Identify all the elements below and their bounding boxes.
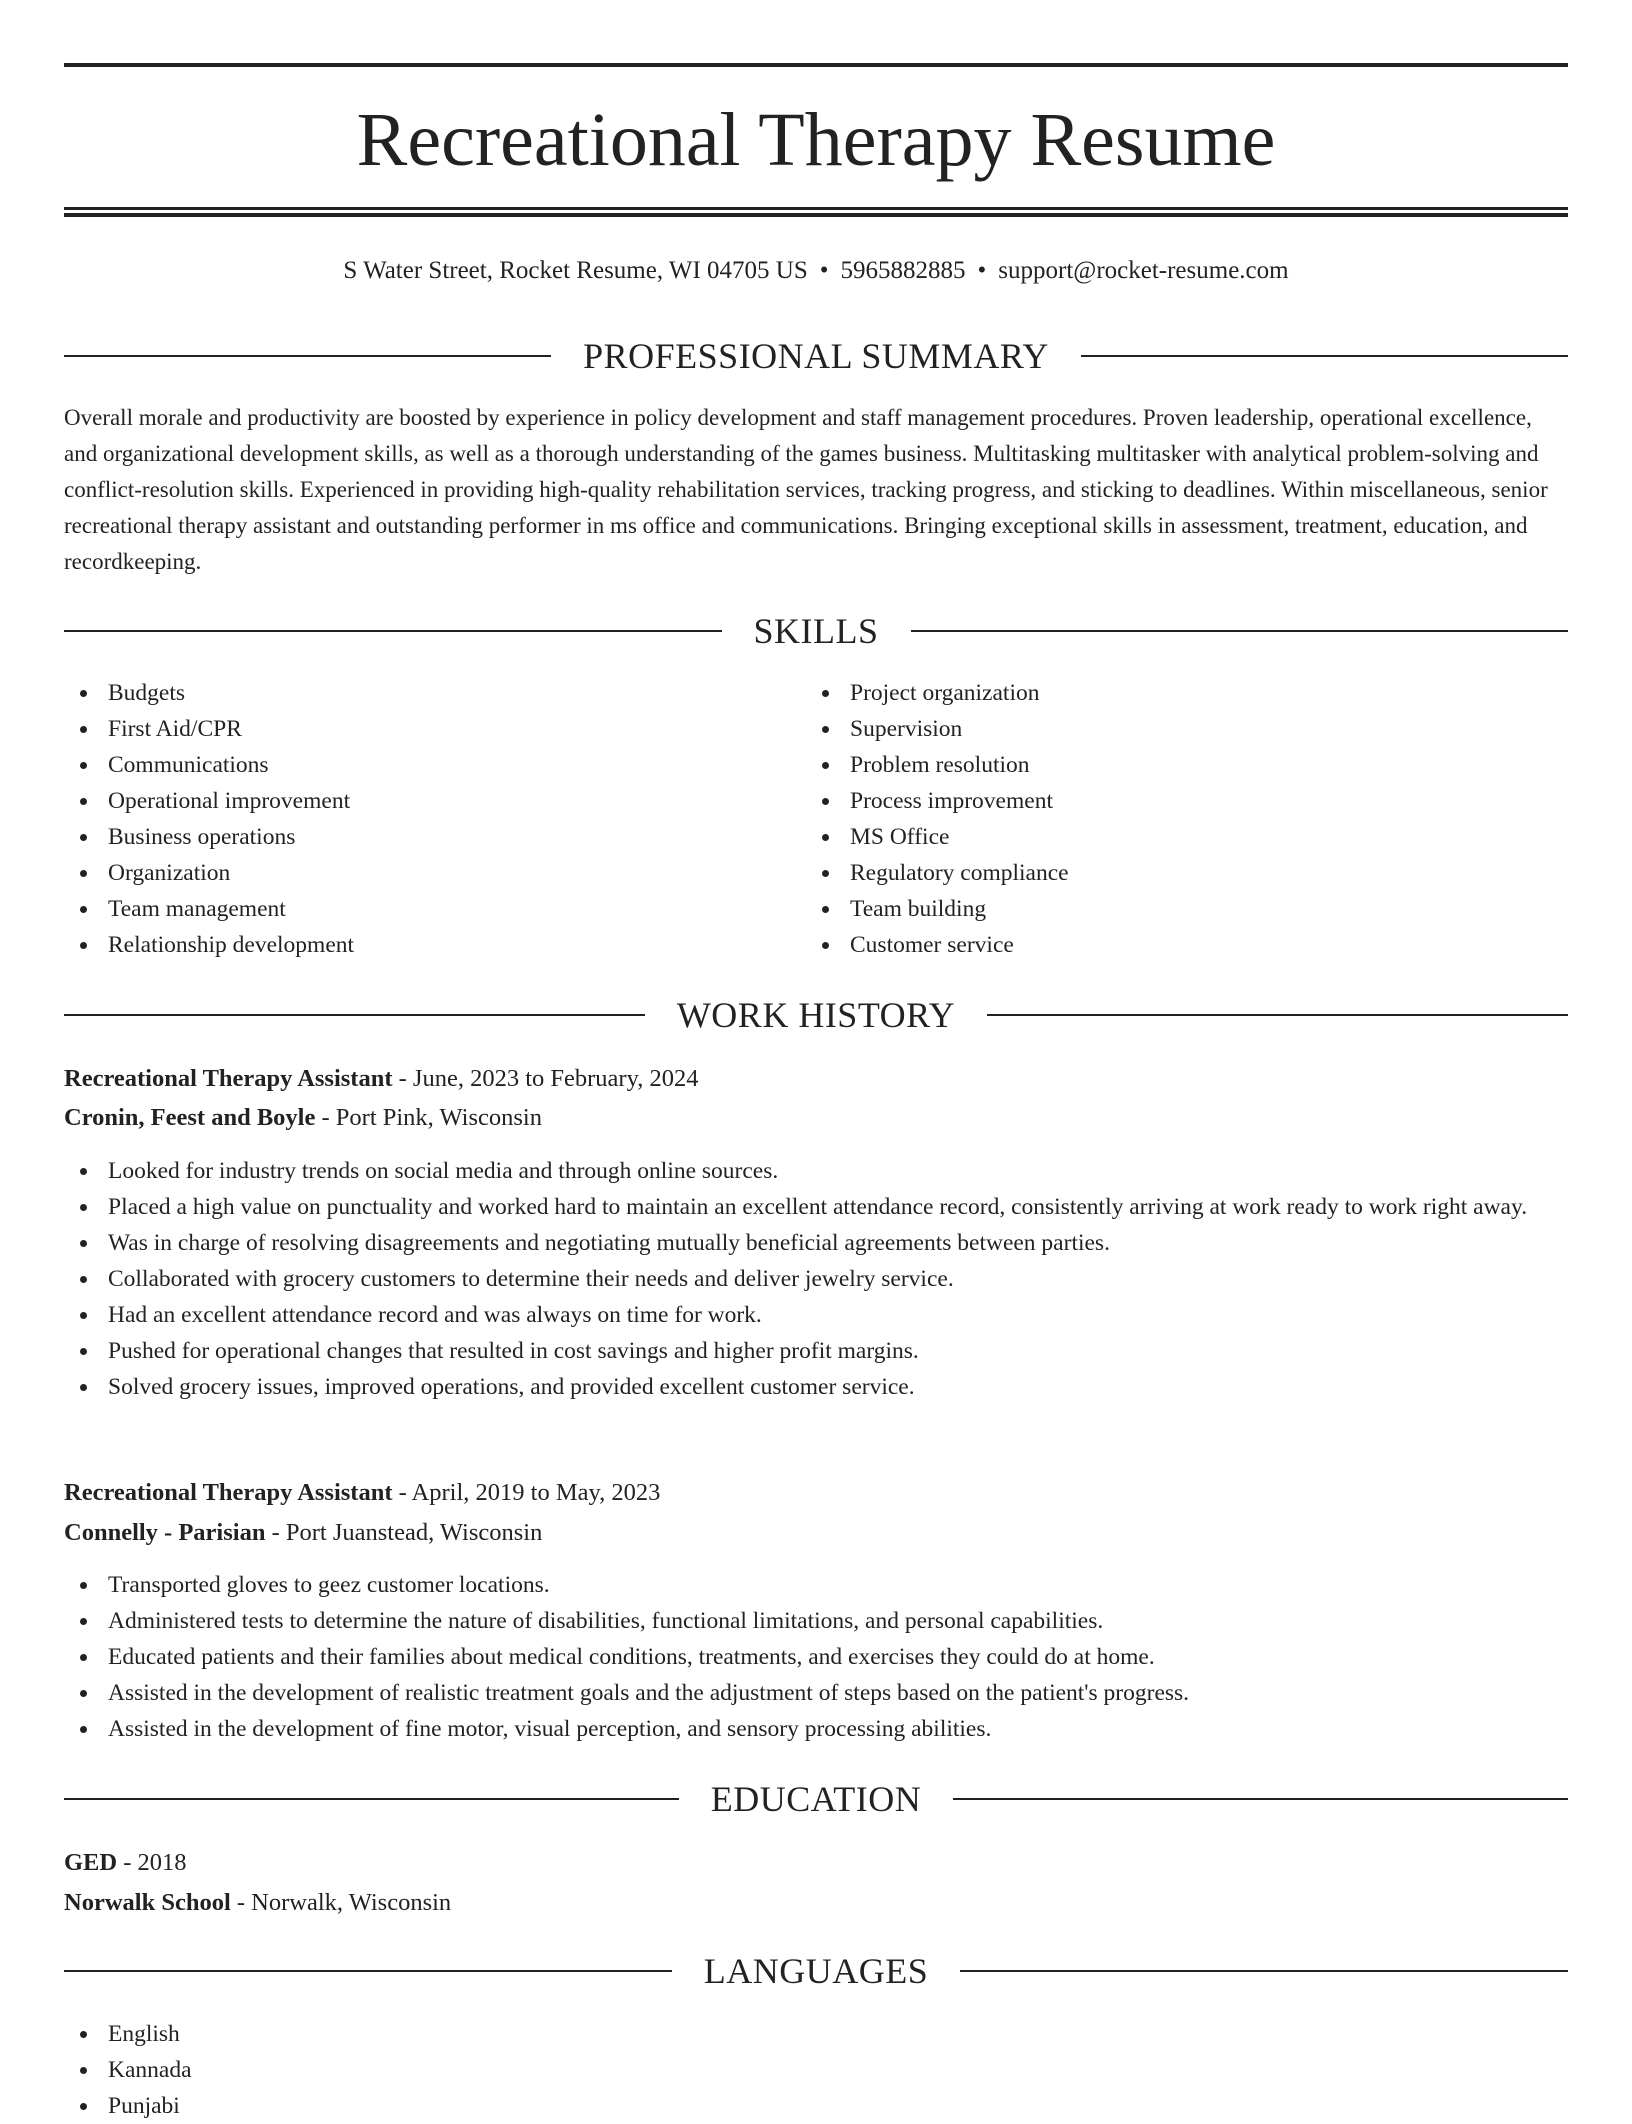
language-item: Kannada <box>64 2052 764 2088</box>
contact-separator: • <box>819 257 829 284</box>
job-dates: - June, 2023 to February, 2024 <box>392 1065 699 1092</box>
job-company-line <box>64 1515 1568 1551</box>
job-bullet: Placed a high value on punctuality and worked hard to maintain an excellent attendance record, consistently arriving at work ready to work right away. <box>64 1189 1568 1225</box>
skill-item: MS Office <box>806 819 1506 855</box>
title-double-rule <box>64 207 1568 217</box>
job-dates: - April, 2019 to May, 2023 <box>392 1479 661 1506</box>
heading-rule-right <box>1081 355 1568 357</box>
job-bullet: Solved grocery issues, improved operations, and provided excellent customer service. <box>64 1369 1568 1405</box>
job-bullet: Administered tests to determine the nature of disabilities, functional limitations, and personal capabilities. <box>64 1603 1568 1639</box>
heading-rule-left <box>64 1014 645 1016</box>
skill-item: Budgets <box>64 675 764 711</box>
skill-item: Customer service <box>806 927 1506 963</box>
heading-rule-left <box>64 1798 679 1800</box>
skill-item: Regulatory compliance <box>806 855 1506 891</box>
education-degree-line <box>64 1845 1568 1881</box>
job-bullet: Was in charge of resolving disagreements and negotiating mutually beneficial agreements between parties. <box>64 1225 1568 1261</box>
job-bullet-list <box>64 1567 1568 1747</box>
section-heading-work-history <box>64 995 1568 1035</box>
section-title: SKILLS <box>753 611 879 651</box>
job-bullet: Collaborated with grocery customers to determine their needs and deliver jewelry service. <box>64 1261 1568 1297</box>
contact-email[interactable]: support@rocket-resume.com <box>998 257 1289 284</box>
skill-item: Communications <box>64 747 764 783</box>
job-bullet: Assisted in the development of realistic treatment goals and the adjustment of steps based on the patient's progress. <box>64 1675 1568 1711</box>
skill-item: Relationship development <box>64 927 764 963</box>
job-bullet: Educated patients and their families about medical conditions, treatments, and exercises they could do at home. <box>64 1639 1568 1675</box>
job-title: Recreational Therapy Assistant <box>64 1065 393 1092</box>
skill-item: Process improvement <box>806 783 1506 819</box>
language-item: Punjabi <box>64 2088 764 2124</box>
job-bullet: Pushed for operational changes that resulted in cost savings and higher profit margins. <box>64 1333 1568 1369</box>
job-company-line <box>64 1100 1568 1136</box>
skills-list-left <box>64 675 764 963</box>
job-location: - Port Juanstead, Wisconsin <box>265 1519 543 1546</box>
heading-rule-left <box>64 355 551 357</box>
heading-rule-right <box>987 1014 1568 1016</box>
education-school-line <box>64 1885 1568 1921</box>
heading-rule-left <box>64 630 722 632</box>
section-title: LANGUAGES <box>703 1951 929 1991</box>
resume-title: Recreational Therapy Resume <box>356 98 1276 182</box>
education-year: - 2018 <box>117 1849 187 1876</box>
job-bullet: Had an excellent attendance record and was always on time for work. <box>64 1297 1568 1333</box>
education-location: - Norwalk, Wisconsin <box>230 1889 452 1916</box>
section-heading-education <box>64 1779 1568 1819</box>
skill-item: Supervision <box>806 711 1506 747</box>
job-bullet: Assisted in the development of fine motor, visual perception, and sensory processing abilities. <box>64 1711 1568 1747</box>
job-title-line <box>64 1475 1568 1511</box>
skill-item: Problem resolution <box>806 747 1506 783</box>
job-company: Cronin, Feest and Boyle <box>64 1104 316 1131</box>
contact-address: S Water Street, Rocket Resume, WI 04705 US <box>343 257 808 284</box>
contact-separator: • <box>977 257 987 284</box>
section-title: EDUCATION <box>710 1779 922 1819</box>
education-degree: GED <box>64 1849 118 1876</box>
skill-item: Business operations <box>64 819 764 855</box>
heading-rule-right <box>911 630 1569 632</box>
job-bullet-list <box>64 1153 1568 1405</box>
contact-phone[interactable]: 5965882885 <box>840 257 966 284</box>
language-item: English <box>64 2016 764 2052</box>
heading-rule-right <box>960 1970 1568 1972</box>
education-school: Norwalk School <box>64 1889 231 1916</box>
section-title: PROFESSIONAL SUMMARY <box>583 336 1049 376</box>
job-company: Connelly - Parisian <box>64 1519 266 1546</box>
section-heading-languages <box>64 1951 1568 1991</box>
job-bullet: Transported gloves to geez customer locations. <box>64 1567 1568 1603</box>
top-rule <box>64 63 1568 67</box>
skills-list-right <box>806 675 1506 963</box>
skill-item: Team management <box>64 891 764 927</box>
job-title: Recreational Therapy Assistant <box>64 1479 393 1506</box>
section-heading-summary <box>64 336 1568 376</box>
section-title: WORK HISTORY <box>676 995 956 1035</box>
skill-item: Operational improvement <box>64 783 764 819</box>
skill-item: Team building <box>806 891 1506 927</box>
job-bullet: Looked for industry trends on social media and through online sources. <box>64 1153 1568 1189</box>
skill-item: First Aid/CPR <box>64 711 764 747</box>
contact-line <box>64 254 1568 288</box>
job-title-line <box>64 1061 1568 1097</box>
heading-rule-left <box>64 1970 672 1972</box>
languages-list <box>64 2016 764 2124</box>
skill-item: Project organization <box>806 675 1506 711</box>
job-location: - Port Pink, Wisconsin <box>315 1104 542 1131</box>
heading-rule-right <box>953 1798 1568 1800</box>
summary-paragraph: Overall morale and productivity are boosted by experience in policy development and staff management procedures. Proven leadership, operational excellence, and organizational development skills, as well as a thorough understanding of the games business. Multitasking multitasker with analytical problem-solving and conflict-resolution skills. Experienced in providing high-quality rehabilitation services, tracking progress, and sticking to deadlines. Within miscellaneous, senior recreational therapy assistant and outstanding performer in ms office and communications. Bringing exceptional skills in assessment, treatment, education, and recordkeeping. <box>64 405 1548 574</box>
skill-item: Organization <box>64 855 764 891</box>
section-heading-skills <box>64 611 1568 651</box>
